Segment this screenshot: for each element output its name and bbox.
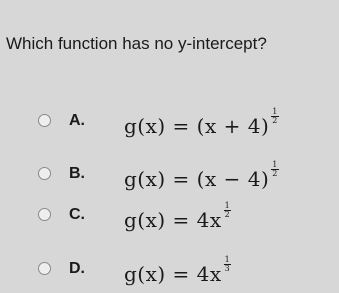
option-letter: D. — [69, 260, 85, 277]
radio-button-d[interactable] — [38, 262, 51, 275]
option-formula — [124, 161, 279, 192]
option-formula — [124, 202, 231, 233]
formula-base: g(x) = (x − 4) — [124, 167, 270, 191]
formula-base: g(x) = 4x — [124, 262, 222, 286]
exponent-denominator: 3 — [224, 264, 231, 273]
exponent-denominator: 2 — [224, 210, 231, 219]
option-a[interactable] — [38, 106, 328, 136]
radio-button-c[interactable] — [38, 208, 51, 221]
exponent-numerator: 1 — [272, 107, 278, 116]
option-b[interactable] — [38, 159, 328, 189]
exponent-fraction — [224, 202, 232, 219]
exponent-numerator: 1 — [224, 201, 231, 210]
formula-base: g(x) = (x + 4) — [124, 114, 270, 138]
exponent-denominator: 2 — [272, 116, 278, 125]
exponent-fraction — [271, 161, 279, 178]
option-letter: B. — [69, 165, 85, 182]
exponent-numerator: 1 — [224, 255, 231, 264]
option-formula — [124, 108, 279, 139]
exponent-denominator: 2 — [272, 169, 278, 178]
option-d[interactable] — [38, 254, 328, 284]
exponent-fraction — [271, 108, 279, 125]
radio-button-b[interactable] — [38, 167, 51, 180]
question-text: Which function has no y-intercept? — [6, 34, 267, 53]
option-letter: A. — [69, 112, 85, 129]
radio-button-a[interactable] — [38, 114, 51, 127]
exponent-fraction — [224, 256, 232, 273]
option-c[interactable] — [38, 200, 328, 230]
option-letter: C. — [69, 206, 85, 223]
option-formula — [124, 256, 231, 287]
exponent-numerator: 1 — [272, 160, 278, 169]
formula-base: g(x) = 4x — [124, 208, 222, 232]
